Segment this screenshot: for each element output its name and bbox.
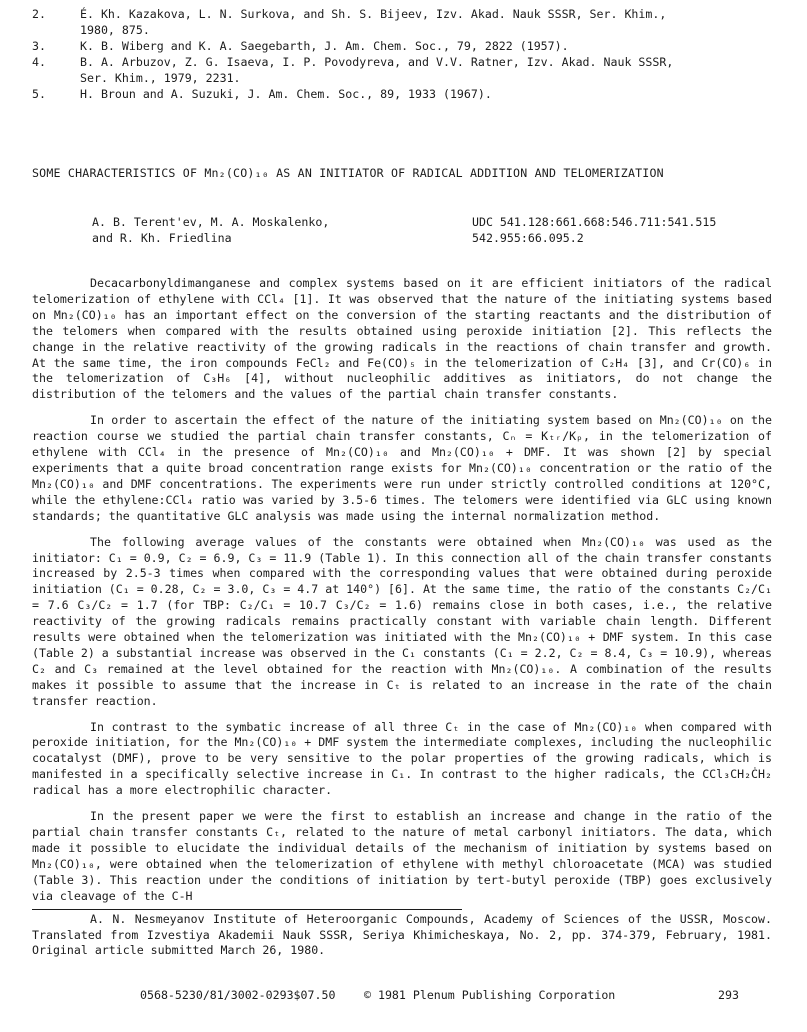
page-number: 293	[718, 988, 739, 1002]
reference-number: 3.	[32, 39, 46, 53]
article-authors: A. B. Terent'ev, M. A. Moskalenko, and R. Kh. Friedlina	[92, 215, 330, 245]
reference-item	[32, 54, 772, 86]
article-body	[32, 276, 772, 915]
reference-text: É. Kh. Kazakova, L. N. Surkova, and Sh. S. Bijeev, Izv. Akad. Nauk SSSR, Ser. Khim., 1980, 875.	[80, 7, 667, 37]
udc-code: UDC 541.128:661.668:546.711:541.515 542.955:66.095.2	[472, 215, 717, 245]
affiliation-footnote: A. N. Nesmeyanov Institute of Heteroorganic Compounds, Academy of Sciences of the USSR, Moscow. Translated from Izvestiya Akademii Nauk SSSR, Seriya Khimicheskaya, No. 2, pp. 374-379, February, 1981. Original article submitted March 26, 1980.	[32, 912, 772, 958]
article-code: 0568-5230/81/3002-0293$07.50	[140, 988, 336, 1002]
body-paragraph: In the present paper we were the first to establish an increase and change in the ratio of the partial chain transfer constants Cₜ, related to the nature of metal carbonyl initiators. The data, which made it possible to elucidate the individual details of the mechanism of initiation by systems based on Mn₂(CO)₁₀, were obtained when the telomerization of ethylene with methyl chloroacetate (MCA) was studied (Table 3). This reaction under the conditions of initiation by tert-butyl peroxide (TBP) goes exclusively via cleavage of the C-H	[32, 809, 772, 903]
reference-text: K. B. Wiberg and K. A. Saegebarth, J. Am. Chem. Soc., 79, 2822 (1957).	[80, 39, 569, 53]
reference-number: 2.	[32, 7, 46, 21]
reference-item	[32, 38, 772, 54]
footnote-divider	[32, 909, 462, 910]
reference-item	[32, 6, 772, 38]
reference-list	[32, 6, 772, 102]
body-paragraph: In contrast to the symbatic increase of all three Cₜ in the case of Mn₂(CO)₁₀ when compared with peroxide initiation, for the Mn₂(CO)₁₀ + DMF system the intermediate complexes, including the nucleophilic cocatalyst (DMF), prove to be very sensitive to the polar properties of the growing radicals, which is manifested in a specifically selective increase in C₁. In contrast to the higher radicals, the CCl₃CH₂ĊH₂ radical has a more electrophilic character.	[32, 719, 772, 798]
reference-number: 4.	[32, 55, 46, 69]
body-paragraph: In order to ascertain the effect of the nature of the initiating system based on Mn₂(CO)₁₀ on the reaction course we studied the partial chain transfer constants, Cₙ = Kₜᵣ/Kₚ, in the telomerization of ethylene with CCl₄ in the presence of Mn₂(CO)₁₀ and Mn₂(CO)₁₀ + DMF. It was shown [2] by special experiments that a quite broad concentration range exists for Mn₂(CO)₁₀ concentration or the ratio of the Mn₂(CO)₁₀ and DMF concentrations. The experiments were run under strictly controlled conditions at 120°C, while the ethylene:CCl₄ ratio was varied by 3.5-6 times. The telomers were identified via GLC using known standards; the quantitative GLC analysis was made using the internal normalization method.	[32, 413, 772, 523]
article-title: SOME CHARACTERISTICS OF Mn₂(CO)₁₀ AS AN INITIATOR OF RADICAL ADDITION AND TELOMERIZATION	[32, 166, 664, 180]
reference-number: 5.	[32, 87, 46, 101]
body-paragraph: Decacarbonyldimanganese and complex systems based on it are efficient initiators of the radical telomerization of ethylene with CCl₄ [1]. It was observed that the nature of the initiating systems based on Mn₂(CO)₁₀ has an important effect on the conversion of the starting reactants and the distribution of the telomers when compared with the results obtained using peroxide initiation [2]. This reflects the change in the relative reactivity of the growing radicals in the reactions of chain transfer and growth. At the same time, the iron compounds FeCl₂ and Fe(CO)₅ in the telomerization of C₂H₄ [3], and Cr(CO)₆ in the telomerization of C₃H₆ [4], without nucleophilic additives as initiators, do not change the distribution of the telomers and the values of the partial chain transfer constants.	[32, 276, 772, 402]
reference-item	[32, 86, 772, 102]
page-footer	[32, 988, 772, 1006]
body-paragraph: The following average values of the constants were obtained when Mn₂(CO)₁₀ was used as the initiator: C₁ = 0.9, C₂ = 6.9, C₃ = 11.9 (Table 1). In this connection all of the chain transfer constants increased by 2.5-3 times when compared with the corresponding values that were obtained during peroxide initiation (C₁ = 0.28, C₂ = 3.0, C₃ = 4.7 at 140°) [6]. At the same time, the ratio of the constants C₂/C₁ = 7.6 C₃/C₂ = 1.7 (for TBP: C₂/C₁ = 10.7 C₃/C₂ = 1.6) remains close in both cases, i.e., the relative reactivity of the growing radicals remains practically constant with variable chain length. Different results were obtained when the telomerization was initiated with the Mn₂(CO)₁₀ + DMF system. In this case (Table 2) a substantial increase was observed in the C₁ constants (C₁ = 2.2, C₂ = 8.4, C₃ = 10.9), whereas C₂ and C₃ remained at the level obtained for the reaction with Mn₂(CO)₁₀. A combination of the results makes it possible to assume that the increase in Cₜ is related to an increase in the rate of the chain transfer reaction.	[32, 534, 772, 708]
reference-text: H. Broun and A. Suzuki, J. Am. Chem. Soc., 89, 1933 (1967).	[80, 87, 492, 101]
copyright-notice: © 1981 Plenum Publishing Corporation	[364, 988, 616, 1002]
reference-text: B. A. Arbuzov, Z. G. Isaeva, I. P. Povodyreva, and V.V. Ratner, Izv. Akad. Nauk SSSR, Ser. Khim., 1979, 2231.	[80, 55, 674, 85]
